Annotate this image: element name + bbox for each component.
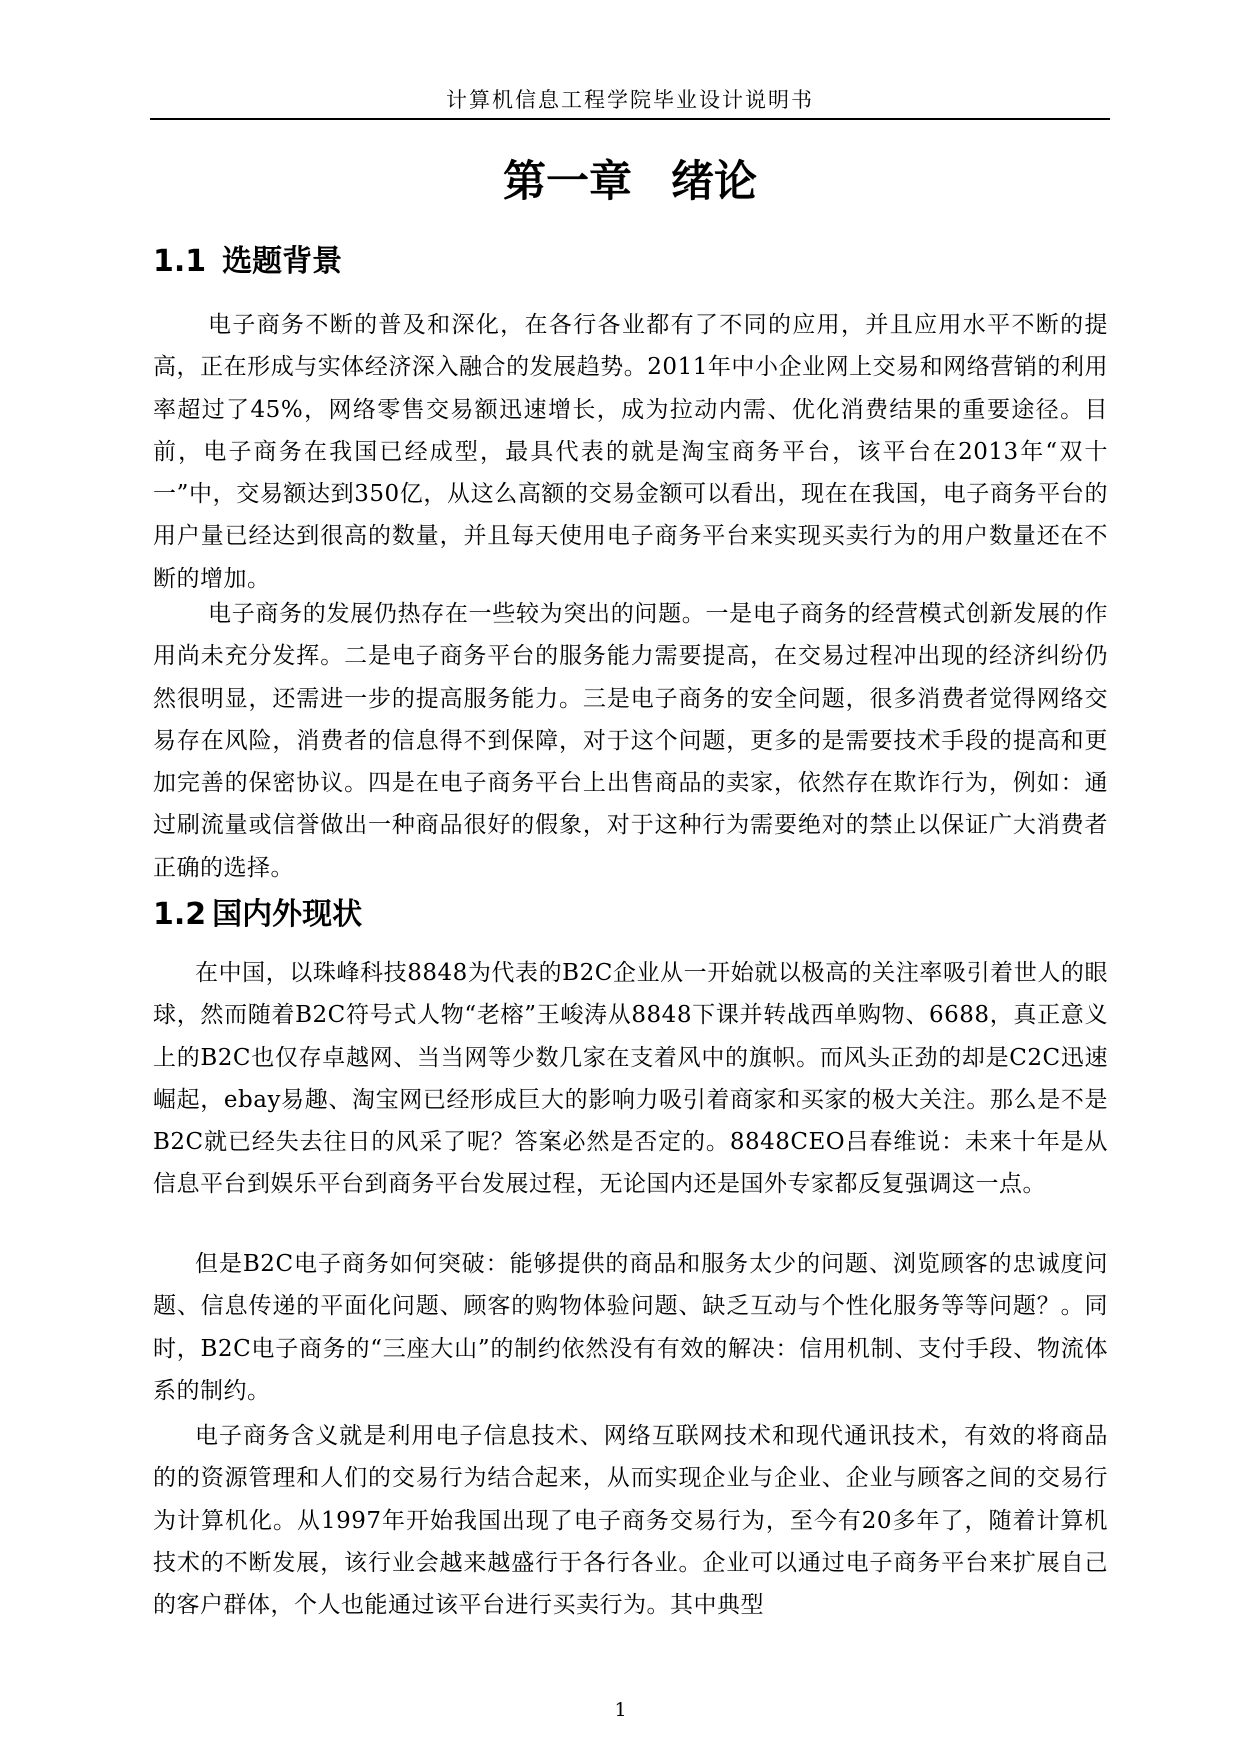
paragraph: 电子商务的发展仍热存在一些较为突出的问题。一是电子商务的经营模式创新发展的作用尚未充分发挥。二是电子商务平台的服务能力需要提高，在交易过程冲出现的经济纠纷仍然很明显，还需进一步的提高服务能力。三是电子商务的安全问题，很多消费者觉得网络交易存在风险，消费者的信息得不到保障，对于这个问题，更多的是需要技术手段的提高和更加完善的保密协议。四是在电子商务平台上出售商品的卖家，依然存在欺诈行为，例如：通过刷流量或信誉做出一种商品很好的假象，对于这种行为需要绝对的禁止以保证广大消费者正确的选择。: [153, 601, 1108, 881]
paragraph: 在中国，以珠峰科技8848为代表的B2C企业从一开始就以极高的关注率吸引着世人的眼球，然而随着B2C符号式人物“老榕”王峻涛从8848下课并转战西单购物、6688，真正意义上的B2C也仅存卓越网、当当网等少数几家在支着风中的旗帜。而风头正劲的却是C2C迅速崛起，ebay易趣、淘宝网已经形成巨大的影响力吸引着商家和买家的极大关注。那么是不是B2C就已经失去往日的风采了呢？答案必然是否定的。8848CEO吕春维说：未来十年是从信息平台到娱乐平台到商务平台发展过程，无论国内还是国外专家都反复强调这一点。: [153, 960, 1108, 1198]
section-heading-1-2: [153, 893, 1113, 937]
paragraph: 电子商务不断的普及和深化，在各行各业都有了不同的应用，并且应用水平不断的提高，正在形成与实体经济深入融合的发展趋势。2011年中小企业网上交易和网络营销的利用率超过了45%，网络零售交易额迅速增长，成为拉动内需、优化消费结果的重要途径。目前，电子商务在我国已经成型，最具代表的就是淘宝商务平台，该平台在2013年“双十一”中，交易额达到350亿，从这么高额的交易金额可以看出，现在在我国，电子商务平台的用户量已经达到很高的数量，并且每天使用电子商务平台来实现买卖行为的用户数量还在不断的增加。: [153, 312, 1108, 592]
paragraph: 但是B2C电子商务如何突破：能够提供的商品和服务太少的问题、浏览顾客的忠诚度问题、信息传递的平面化问题、顾客的购物体验问题、缺乏互动与个性化服务等等问题？。同时，B2C电子商务的“三座大山”的制约依然没有有效的解决：信用机制、支付手段、物流体系的制约。: [153, 1251, 1108, 1404]
page-number: 1: [614, 1699, 627, 1721]
section-number: 1.1: [153, 244, 207, 279]
section-title: 国内外现状: [212, 897, 363, 932]
paragraph: 电子商务含义就是利用电子信息技术、网络互联网技术和现代通讯技术，有效的将商品的的资源管理和人们的交易行为结合起来，从而实现企业与企业、企业与顾客之间的交易行为计算机化。从1997年开始我国出现了电子商务交易行为，至今有20多年了，随着计算机技术的不断发展，该行业会越来越盛行于各行各业。企业可以通过电子商务平台来扩展自己的客户群体，个人也能通过该平台进行买卖行为。其中典型: [153, 1423, 1108, 1619]
section-heading-1-1: [153, 240, 1113, 284]
header-rule: [150, 118, 1110, 120]
running-header: 计算机信息工程学院毕业设计说明书: [446, 88, 814, 112]
section-title: 选题背景: [222, 244, 343, 279]
chapter-title: 第一章 绪论: [503, 157, 757, 207]
section-number: 1.2: [153, 897, 207, 932]
